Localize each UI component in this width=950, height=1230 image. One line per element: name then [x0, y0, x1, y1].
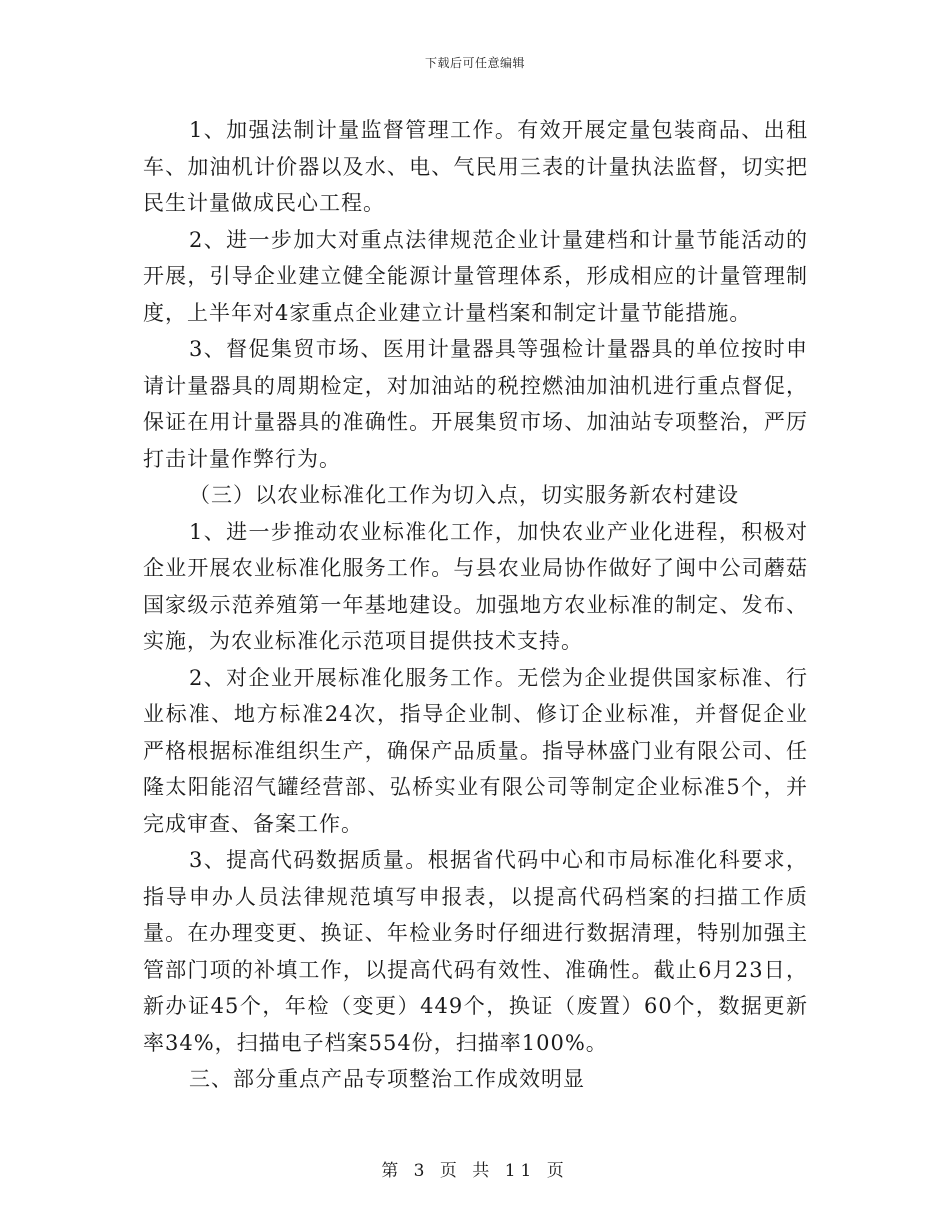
paragraph-metrology-supervision: 1、加强法制计量监督管理工作。有效开展定量包装商品、出租车、加油机计价器以及水、电、气民用三表的计量执法监督，切实把民生计量做成民心工程。	[143, 118, 808, 215]
document-body	[143, 112, 808, 1098]
paragraph-enterprise-metrology: 2、进一步加大对重点法律规范企业计量建档和计量节能活动的开展，引导企业建立健全能源计量管理体系，形成相应的计量管理制度，上半年对4家重点企业建立计量档案和制定计量节能措施。	[143, 227, 808, 325]
section-heading-product-rectification: 三、部分重点产品专项整治工作成效明显	[189, 1067, 585, 1091]
paragraph-code-data-quality: 3、提高代码数据质量。根据省代码中心和市局标准化科要求，指导申办人员法律规范填写申报表，以提高代码档案的扫描工作质量。在办理变更、换证、年检业务时仔细进行数据清理，特别加强主管部门项的补填工作，以提高代码有效性、准确性。截止6月23日，新办证45个，年检（变更）449个，换证（废置）60个，数据更新率34%，扫描电子档案554份，扫描率100%。	[143, 848, 808, 1055]
paragraph-periodic-verification: 3、督促集贸市场、医用计量器具等强检计量器具的单位按时申请计量器具的周期检定，对加油站的税控燃油加油机进行重点督促，保证在用计量器具的准确性。开展集贸市场、加油站专项整治，严厉打击计量作弊行为。	[143, 337, 808, 471]
paragraph-agri-standardization: 1、进一步推动农业标准化工作，加快农业产业化进程，积极对企业开展农业标准化服务工作。与县农业局协作做好了闽中公司蘑菇国家级示范养殖第一年基地建设。加强地方农业标准的制定、发布、实施，为农业标准化示范项目提供技术支持。	[143, 519, 808, 653]
page-footer: 第 3 页 共 11 页	[381, 1161, 569, 1181]
section-heading-agriculture: （三）以农业标准化工作为切入点，切实服务新农村建设	[189, 483, 739, 507]
paragraph-enterprise-standards: 2、对企业开展标准化服务工作。无偿为企业提供国家标准、行业标准、地方标准24次，指导企业制、修订企业标准，并督促企业严格根据标准组织生产，确保产品质量。指导林盛门业有限公司、任隆太阳能沼气罐经营部、弘桥实业有限公司等制定企业标准5个，并完成审查、备案工作。	[143, 665, 808, 836]
page-header: 下载后可任意编辑	[424, 56, 525, 70]
